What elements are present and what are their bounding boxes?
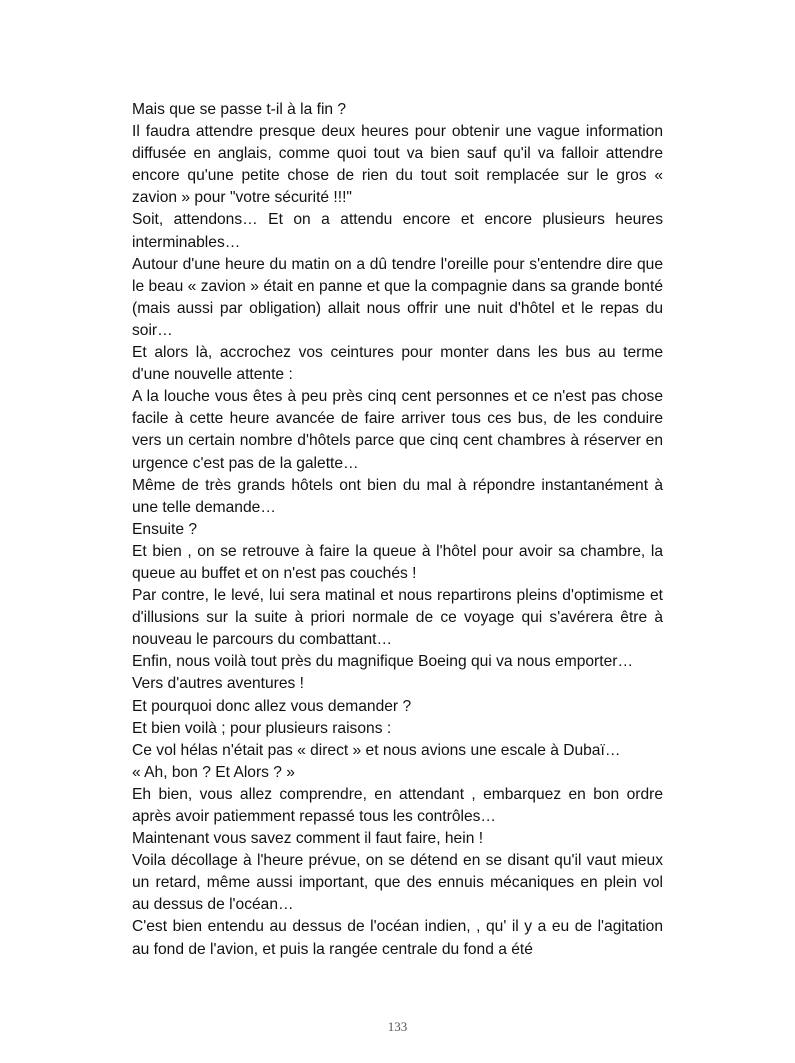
paragraph: Il faudra attendre presque deux heures pour obtenir une vague information diffusée en anglais, comme quoi tout va bien sauf qu'il va falloir attendre encore qu'une petite chose de rien du tout soit remplacée sur le gros « zavion » pour "votre sécurité !!!" [132, 123, 663, 207]
paragraph: Et bien voilà ; pour plusieurs raisons : [132, 719, 392, 737]
paragraph: Et bien , on se retrouve à faire la queue à l'hôtel pour avoir sa chambre, la queue au buffet et on n'est pas couchés ! [132, 542, 663, 582]
paragraph: Enfin, nous voilà tout près du magnifique Boeing qui va nous emporter… [132, 653, 634, 671]
paragraph: Même de très grands hôtels ont bien du mal à répondre instantanément à une telle demande… [132, 476, 663, 516]
paragraph: Eh bien, vous allez comprendre, en attendant , embarquez en bon ordre après avoir patiemment repassé tous les contrôles… [132, 785, 663, 825]
paragraph: C'est bien entendu au dessus de l'océan indien, , qu' il y a eu de l'agitation au fond de l'avion, et puis la rangée centrale du fond a été [132, 918, 663, 958]
paragraph: « Ah, bon ? Et Alors ? » [132, 763, 295, 781]
paragraph: Ce vol hélas n'était pas « direct » et nous avions une escale à Dubaï… [132, 741, 621, 759]
body-text [132, 99, 663, 961]
paragraph: Ensuite ? [132, 520, 198, 538]
paragraph: A la louche vous êtes à peu près cinq cent personnes et ce n'est pas chose facile à cette heure avancée de faire arriver tous ces bus, de les conduire vers un certain nombre d'hôtels parce que cinq cent chambres à réserver en urgence c'est pas de la galette… [132, 388, 663, 472]
paragraph: Maintenant vous savez comment il faut faire, hein ! [132, 830, 484, 848]
paragraph: Et pourquoi donc allez vous demander ? [132, 697, 412, 715]
paragraph: Par contre, le levé, lui sera matinal et nous repartirons pleins d'optimisme et d'illusions sur la suite à priori normale de ce voyage qui s'avérera être à nouveau le parcours du combattant… [132, 587, 663, 649]
paragraph: Soit, attendons… Et on a attendu encore et encore plusieurs heures interminables… [132, 211, 663, 251]
paragraph: Mais que se passe t-il à la fin ? [132, 101, 347, 118]
paragraph: Autour d'une heure du matin on a dû tendre l'oreille pour s'entendre dire que le beau « zavion » était en panne et que la compagnie dans sa grande bonté (mais aussi par obligation) allait nous offrir une nuit d'hôtel et le repas du soir… [132, 255, 663, 339]
paragraph: Vers d'autres aventures ! [132, 675, 305, 693]
paragraph: Voila décollage à l'heure prévue, on se détend en se disant qu'il vaut mieux un retard, même aussi important, que des ennuis mécaniques en plein vol au dessus de l'océan… [132, 852, 663, 914]
paragraph: Et alors là, accrochez vos ceintures pour monter dans les bus au terme d'une nouvelle attente : [132, 344, 663, 384]
page-number: 133 [387, 1019, 408, 1034]
